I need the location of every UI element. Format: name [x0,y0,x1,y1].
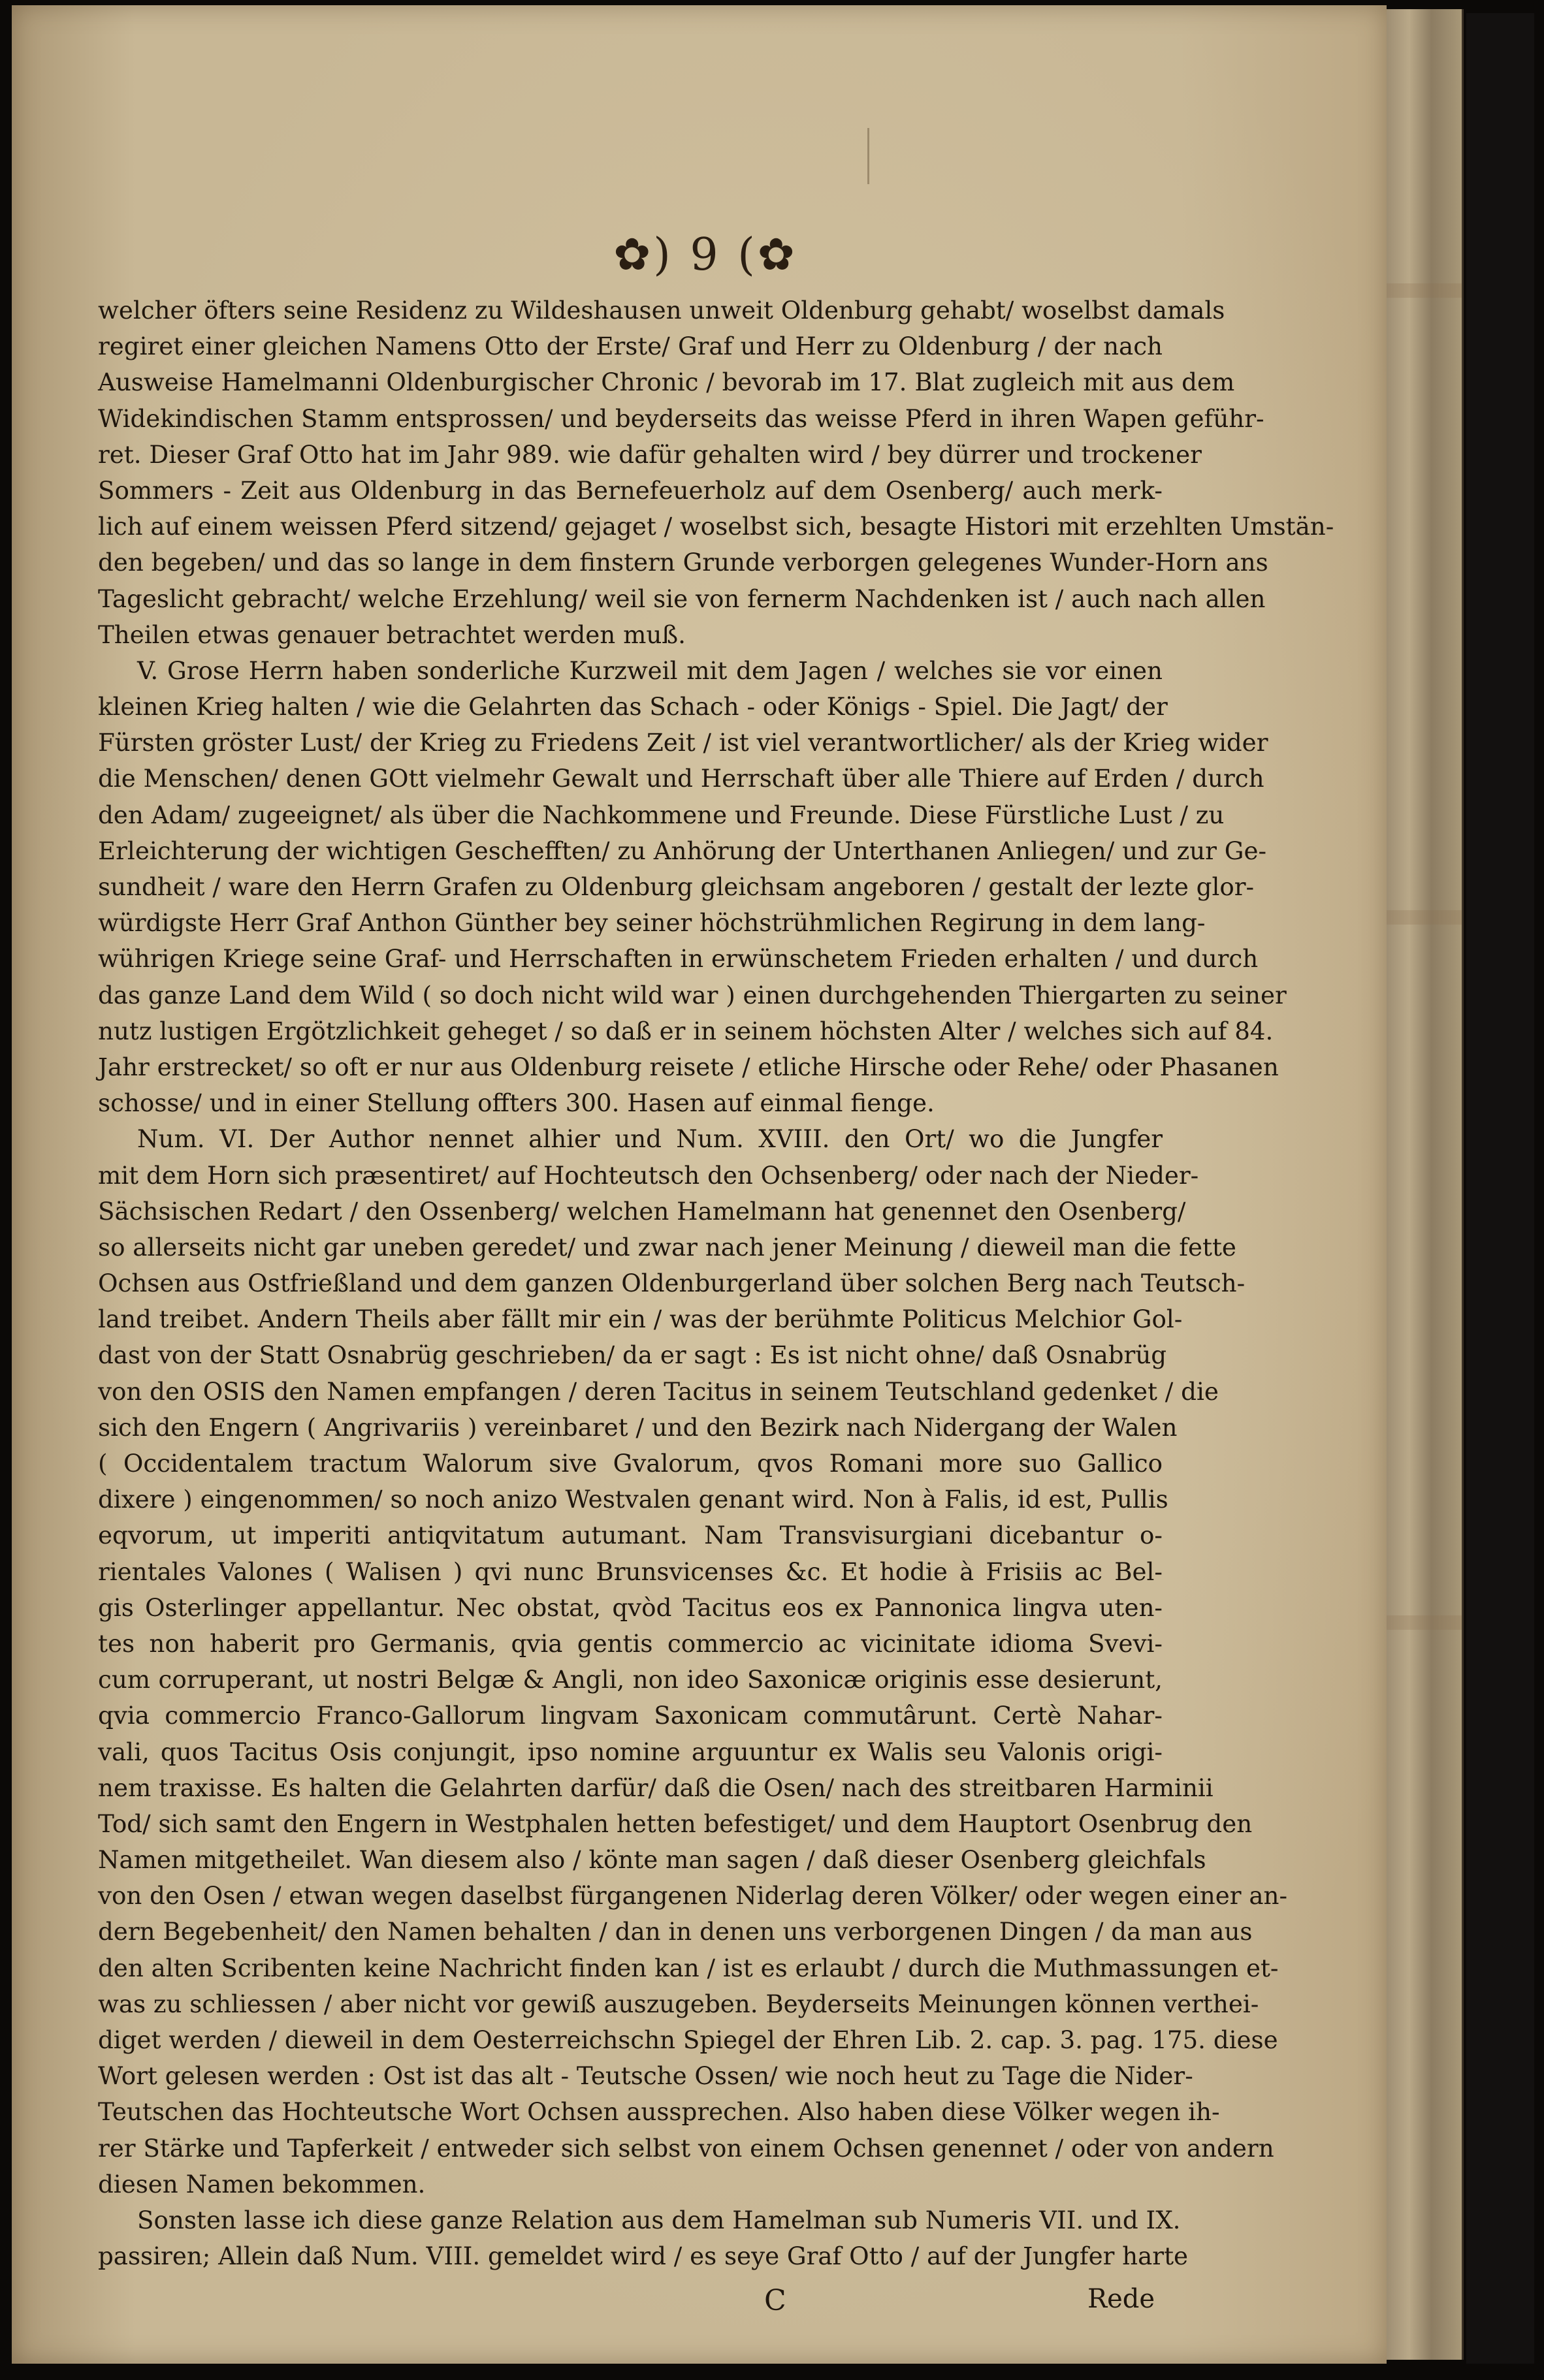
text-line: Sommers - Zeit aus Oldenburg in das Bernefeuerholz auf dem Osenberg/ auch merk- [98,475,1163,505]
text-line: schosse/ und in einer Stellung offters 300. Hasen auf einmal fienge. [98,1088,935,1118]
text-line: cum corruperant, ut nostri Belgæ & Angli, non ideo Saxonicæ originis esse desierunt, [98,1665,1163,1694]
text-line: mit dem Horn sich præsentiret/ auf Hochteutsch den Ochsenberg/ oder nach der Nieder- [98,1160,1199,1190]
text-line: Erleichterung der wichtigen Geschefften/ zu Anhörung der Unterthanen Anliegen/ und zur Ge- [98,836,1267,865]
text-line: dixere ) eingenommen/ so noch anizo Westvalen genant wird. Non à Falis, id est, Pullis [98,1485,1168,1514]
catchword: Rede [1087,2284,1155,2314]
text-line: Tod/ sich samt den Engern in Westphalen hetten befestiget/ und dem Hauptort Osenbrug den [98,1809,1253,1838]
text-line: Namen mitgetheilet. Wan diesem also / könte man sagen / daß dieser Osenberg gleichfals [98,1845,1206,1875]
page-edges [1387,9,1464,2360]
text-line: von den OSIS den Namen empfangen / deren Tacitus in seinem Teutschland gedenket / die [98,1376,1219,1406]
text-line: Sächsischen Redart / den Ossenberg/ welchen Hamelmann hat genennet den Osenberg/ [98,1196,1186,1226]
page-header: ✿) 9 (✿ [613,229,797,281]
text-line: Teutschen das Hochteutsche Wort Ochsen aussprechen. Also haben diese Völker wegen ih- [98,2097,1220,2127]
text-line: sich den Engern ( Angrivariis ) vereinbaret / und den Bezirk nach Nidergang der Walen [98,1412,1178,1442]
text-line: rer Stärke und Tapferkeit / entweder sich selbst von einem Ochsen genennet / oder von andern [98,2133,1274,2163]
text-line: land treibet. Andern Theils aber fällt mir ein / was der berühmte Politicus Melchior Gol- [98,1305,1183,1334]
text-line: Fürsten gröster Lust/ der Krieg zu Friedens Zeit / ist viel verantwortlicher/ als der Krieg wider [98,728,1268,757]
text-line: was zu schliessen / aber nicht vor gewiß auszugeben. Beyderseits Meinungen können verthei- [98,1989,1259,2018]
text-line: tes non haberit pro Germanis, qvia gentis commercio ac vicinitate idioma Svevi- [98,1628,1163,1658]
text-line: nem traxisse. Es halten die Gelahrten darfür/ daß die Osen/ nach des streitbaren Harminii [98,1773,1214,1802]
text-line: Ochsen aus Ostfrießland und dem ganzen Oldenburgerland über solchen Berg nach Teutsch- [98,1269,1246,1298]
text-line: Wort gelesen werden : Ost ist das alt - Teutsche Ossen/ wie noch heut zu Tage die Nider- [98,2061,1193,2091]
text-line: so allerseits nicht gar uneben geredet/ und zwar nach jener Meinung / dieweil man die fette [98,1232,1236,1261]
text-line: Tageslicht gebracht/ welche Erzehlung/ weil sie von fernerm Nachdenken ist / auch nach allen [98,584,1266,613]
text-line: qvia commercio Franco-Gallorum lingvam Saxonicam commutârunt. Certè Nahar- [98,1701,1163,1730]
text-line: Jahr erstrecket/ so oft er nur aus Oldenburg reisete / etliche Hirsche oder Rehe/ oder Phasanen [98,1052,1279,1081]
text-line: dast von der Statt Osnabrüg geschrieben/ da er sagt : Es ist nicht ohne/ daß Osnabrüg [98,1341,1167,1370]
text-line: passiren; Allein daß Num. VIII. gemeldet wird / es seye Graf Otto / auf der Jungfer harte [98,2242,1189,2271]
text-line: nutz lustigen Ergötzlichkeit geheget / so daß er in seinem höchsten Alter / welches sich auf 84. [98,1016,1274,1045]
text-line: eqvorum, ut imperiti antiqvitatum autumant. Nam Transvisurgiani dicebantur o- [98,1521,1163,1550]
text-line: ret. Dieser Graf Otto hat im Jahr 989. wie dafür gehalten wird / bey dürrer und trockener [98,439,1202,469]
text-line: würdigste Herr Graf Anthon Günther bey seiner höchstrühmlichen Regirung in dem lang- [98,908,1206,938]
text-line: kleinen Krieg halten / wie die Gelahrten das Schach - oder Königs - Spiel. Die Jagt/ der [98,692,1168,722]
text-line: sundheit / ware den Herrn Grafen zu Oldenburg gleichsam angeboren / gestalt der lezte glor- [98,872,1255,901]
text-line: vali, quos Tacitus Osis conjungit, ipso nomine arguuntur ex Walis seu Valonis origi- [98,1737,1163,1766]
text-line: von den Osen / etwan wegen daselbst fürgangenen Niderlag deren Völker/ oder wegen einer an- [98,1881,1288,1911]
text-line: ( Occidentalem tractum Walorum sive Gvalorum, qvos Romani more suo Gallico [98,1449,1163,1478]
text-line: Widekindischen Stamm entsprossen/ und beyderseits das weisse Pferd in ihren Wapen geführ- [98,404,1264,433]
text-line: welcher öfters seine Residenz zu Wildeshausen unweit Oldenburg gehabt/ woselbst damals [98,296,1225,325]
scan-ruler [1466,13,1534,2364]
body-text [98,293,1334,2274]
text-line: die Menschen/ denen GOtt vielmehr Gewalt und Herrschaft über alle Thiere auf Erden / durch [98,764,1264,793]
ink-mark [867,128,869,184]
text-line: diget werden / dieweil in dem Oesterreichschn Spiegel der Ehren Lib. 2. cap. 3. pag. 175. diese [98,2025,1278,2054]
text-line: rientales Valones ( Walisen ) qvi nunc Brunsvicenses &c. Et hodie à Frisiis ac Bel- [98,1557,1163,1586]
text-line: den alten Scribenten keine Nachricht finden kan / ist es erlaubt / durch die Muthmassungen et- [98,1953,1279,1982]
text-line: Sonsten lasse ich diese ganze Relation aus dem Hamelman sub Numeris VII. und IX. [137,2205,1181,2234]
text-line: dern Begebenheit/ den Namen behalten / dan in denen uns verborgenen Dingen / da man aus [98,1917,1253,1946]
text-line: Ausweise Hamelmanni Oldenburgischer Chronic / bevorab im 17. Blat zugleich mit aus dem [98,368,1235,397]
text-line: Theilen etwas genauer betrachtet werden muß. [98,620,686,649]
text-line: V. Grose Herrn haben sonderliche Kurzweil mit dem Jagen / welches sie vor einen [137,656,1163,685]
text-line: gis Osterlinger appellantur. Nec obstat, qvòd Tacitus eos ex Pannonica lingva uten- [98,1593,1163,1622]
signature-mark: C [764,2284,786,2317]
text-line: wührigen Kriege seine Graf- und Herrschaften in erwünschetem Frieden erhalten / und durch [98,944,1259,974]
text-line: regiret einer gleichen Namens Otto der Erste/ Graf und Herr zu Oldenburg / der nach [98,332,1163,361]
text-line: den Adam/ zugeeignet/ als über die Nachkommene und Freunde. Diese Fürstliche Lust / zu [98,800,1225,829]
text-line: das ganze Land dem Wild ( so doch nicht wild war ) einen durchgehenden Thiergarten zu seiner [98,980,1287,1009]
text-line: lich auf einem weissen Pferd sitzend/ gejaget / woselbst sich, besagte Histori mit erzehlten Umstän- [98,512,1334,541]
text-line: diesen Namen bekommen. [98,2169,426,2198]
text-line: den begeben/ und das so lange in dem finstern Grunde verborgen gelegenes Wunder-Horn ans [98,548,1268,577]
text-line: Num. VI. Der Author nennet alhier und Num. XVIII. den Ort/ wo die Jungfer [137,1124,1163,1154]
